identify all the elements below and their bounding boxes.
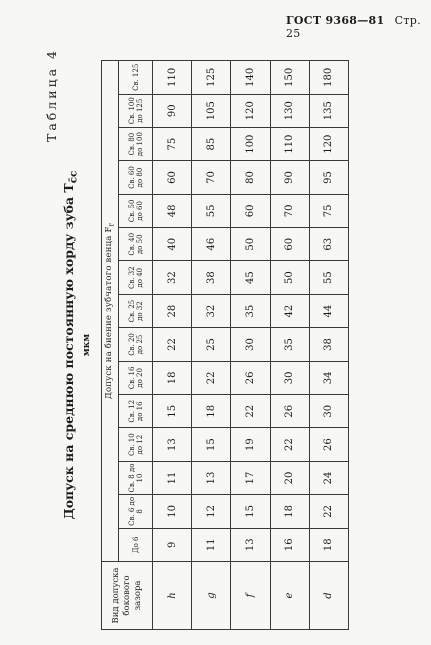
column-header-row	[119, 61, 153, 630]
column-header: Св. 10 до 12	[119, 428, 153, 461]
table-cell: 60	[270, 228, 309, 261]
table-cell: 32	[192, 294, 231, 327]
table-cell: 40	[153, 228, 192, 261]
table-cell: 15	[153, 395, 192, 428]
table-cell: 55	[192, 194, 231, 227]
table-cell: 150	[270, 61, 309, 95]
column-header: Св. 12 до 16	[119, 395, 153, 428]
table-cell: 60	[153, 161, 192, 194]
table-row	[231, 61, 270, 630]
table-cell: 18	[270, 495, 309, 528]
row-label: h	[153, 562, 192, 630]
table-cell: 135	[309, 94, 348, 127]
table-cell: 26	[309, 428, 348, 461]
table-cell: 120	[231, 94, 270, 127]
table-cell: 19	[231, 428, 270, 461]
table-cell: 9	[153, 528, 192, 561]
table-cell: 90	[153, 94, 192, 127]
table-cell: 70	[192, 161, 231, 194]
table-cell: 10	[153, 495, 192, 528]
row-label: e	[270, 562, 309, 630]
row-label: f	[231, 562, 270, 630]
title-text: Допуск на среднюю постоянную хорду зуба T	[61, 183, 76, 520]
table-cell: 42	[270, 294, 309, 327]
table-cell: 11	[192, 528, 231, 561]
page-number: Стр. 25	[286, 14, 421, 40]
table-tag: Таблица 4	[44, 48, 59, 143]
table-cell: 24	[309, 461, 348, 494]
table-cell: 46	[192, 228, 231, 261]
table-cell: 85	[192, 127, 231, 160]
table-cell: 32	[153, 261, 192, 294]
table-cell: 26	[231, 361, 270, 394]
column-header: Св. 50 до 60	[119, 194, 153, 227]
table-cell: 35	[231, 294, 270, 327]
table-cell: 50	[231, 228, 270, 261]
row-label: g	[192, 562, 231, 630]
table-cell: 18	[153, 361, 192, 394]
table-cell: 100	[231, 127, 270, 160]
table-cell: 105	[192, 94, 231, 127]
tolerance-table	[101, 60, 349, 630]
table-row	[309, 61, 348, 630]
table-cell: 22	[270, 428, 309, 461]
column-header: Св. 100 до 125	[119, 94, 153, 127]
column-header: Св. 20 до 25	[119, 328, 153, 361]
table-cell: 17	[231, 461, 270, 494]
table-cell: 50	[270, 261, 309, 294]
standard-number: ГОСТ 9368—81	[286, 14, 385, 27]
table-cell: 13	[231, 528, 270, 561]
title-subscript: c̄c	[67, 170, 80, 184]
column-header: До 6	[119, 528, 153, 561]
column-header: Св. 80 до 100	[119, 127, 153, 160]
table-cell: 120	[309, 127, 348, 160]
table-cell: 15	[231, 495, 270, 528]
table-cell: 16	[270, 528, 309, 561]
table-cell: 25	[192, 328, 231, 361]
table-row	[153, 61, 192, 630]
row-label: d	[309, 562, 348, 630]
table-cell: 38	[309, 328, 348, 361]
table-cell: 30	[309, 395, 348, 428]
table-cell: 28	[153, 294, 192, 327]
table-cell: 95	[309, 161, 348, 194]
table-body	[153, 61, 349, 630]
table-cell: 70	[270, 194, 309, 227]
table-cell: 22	[192, 361, 231, 394]
table-cell: 75	[153, 127, 192, 160]
table-cell: 22	[309, 495, 348, 528]
table-cell: 20	[270, 461, 309, 494]
table-cell: 125	[192, 61, 231, 95]
table-cell: 13	[192, 461, 231, 494]
column-header: Св. 60 до 80	[119, 161, 153, 194]
table-cell: 130	[270, 94, 309, 127]
table-row	[192, 61, 231, 630]
table-cell: 60	[231, 194, 270, 227]
column-header: Св. 8 до 10	[119, 461, 153, 494]
table-cell: 55	[309, 261, 348, 294]
table-cell: 30	[270, 361, 309, 394]
table-cell: 180	[309, 61, 348, 95]
table-cell: 48	[153, 194, 192, 227]
table-cell: 15	[192, 428, 231, 461]
table-cell: 35	[270, 328, 309, 361]
table-cell: 22	[231, 395, 270, 428]
table-cell: 44	[309, 294, 348, 327]
table-cell: 140	[231, 61, 270, 95]
table-cell: 22	[153, 328, 192, 361]
unit-label: мкм	[82, 333, 92, 357]
table-cell: 110	[270, 127, 309, 160]
table-cell: 38	[192, 261, 231, 294]
table-cell: 12	[192, 495, 231, 528]
table-row	[270, 61, 309, 630]
column-header: Св. 16 до 20	[119, 361, 153, 394]
table-cell: 26	[270, 395, 309, 428]
table-cell: 13	[153, 428, 192, 461]
table-cell: 90	[270, 161, 309, 194]
table-cell: 18	[192, 395, 231, 428]
span-header-text: Допуск на биение зубчатого венца F	[103, 226, 114, 400]
row-header-label: Вид допуска бокового зазора	[102, 562, 153, 630]
span-header-subscript: r	[106, 222, 116, 227]
table-cell: 80	[231, 161, 270, 194]
column-header: Св. 6 до 8	[119, 495, 153, 528]
table-cell: 11	[153, 461, 192, 494]
column-header: Св. 125	[119, 61, 153, 95]
table-cell: 18	[309, 528, 348, 561]
table-cell: 45	[231, 261, 270, 294]
column-header: Св. 25 до 32	[119, 294, 153, 327]
rotated-table-block	[44, 30, 384, 630]
table-cell: 63	[309, 228, 348, 261]
column-header: Св. 32 до 40	[119, 261, 153, 294]
table-cell: 110	[153, 61, 192, 95]
table-cell: 34	[309, 361, 348, 394]
table-title	[61, 60, 80, 630]
column-header: Св. 40 до 50	[119, 228, 153, 261]
span-header	[102, 61, 119, 562]
table-cell: 75	[309, 194, 348, 227]
table-cell: 30	[231, 328, 270, 361]
